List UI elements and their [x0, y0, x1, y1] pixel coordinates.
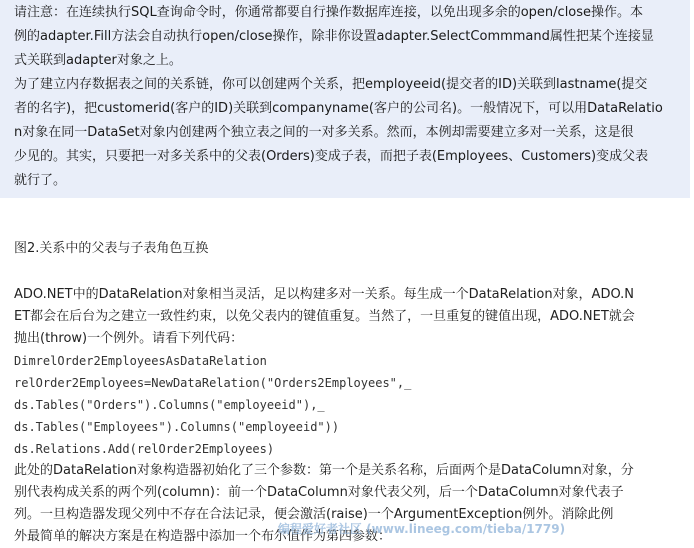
highlight-line: 例的adapter.Fill方法会自动执行open/close操作，除非你设置adapter.SelectCommmand属性把某个连接显: [14, 29, 654, 44]
site-watermark: 编程爱好者社区 (www.lineeg.com/tieba/1779): [278, 522, 566, 536]
paragraph-line: ET都会在后台为之建立一致性约束，以免父表内的键值重复。当然了，一旦重复的键值出现，ADO.NET就会: [14, 309, 635, 324]
paragraph-line: 列。一旦构造器发现父列中不存在合法记录，便会激活(raise)一个ArgumentException例外。消除此例: [14, 507, 614, 522]
highlight-line: 就行了。: [14, 173, 67, 188]
paragraph-line: 别代表构成关系的两个列(column)：前一个DataColumn对象代表父列，后一个DataColumn对象代表子: [14, 485, 624, 500]
code-line: ds.Tables("Orders").Columns("employeeid"),_: [14, 398, 325, 412]
paragraph-line: 此处的DataRelation对象构造器初始化了三个参数：第一个是关系名称，后面两个是DataColumn对象，分: [14, 463, 634, 478]
code-line: DimrelOrder2EmployeesAsDataRelation: [14, 354, 267, 368]
highlight-line: 式关联到adapter对象之上。: [14, 53, 182, 68]
code-line: ds.Relations.Add(relOrder2Employees): [14, 442, 275, 456]
code-line: ds.Tables("Employees").Columns("employeeid")): [14, 420, 340, 434]
highlight-line: n对象在同一DataSet对象内创建两个独立表之间的一对多关系。然而，本例却需要建立多对一关系，这是很: [14, 125, 634, 140]
code-line: relOrder2Employees=NewDataRelation("Orders2Employees",_: [14, 376, 412, 390]
highlighted-passage: [0, 0, 690, 198]
highlight-line: 请注意：在连续执行SQL查询命令时，你通常都要自行操作数据库连接，以免出现多余的open/close操作。本: [14, 5, 644, 20]
paragraph-line: 外最简单的解决方案是在构造器中添加一个布尔值作为第四参数：: [14, 529, 392, 544]
highlight-line: 者的名字)，把customerid(客户的ID)关联到companyname(客户的公司名)。一般情况下，可以用DataRelatio: [14, 101, 663, 116]
paragraph-line: 抛出(throw)一个例外。请看下列代码：: [14, 331, 244, 346]
figure-caption: 图2.关系中的父表与子表角色互换: [14, 241, 209, 256]
highlight-line: 为了建立内存数据表之间的关系链，你可以创建两个关系，把employeeid(提交者的ID)关联到lastname(提交: [14, 77, 648, 92]
paragraph-line: ADO.NET中的DataRelation对象相当灵活，足以构建多对一关系。每生成一个DataRelation对象，ADO.N: [14, 287, 635, 302]
highlight-line: 少见的。其实，只要把一对多关系中的父表(Orders)变成子表，而把子表(Employees、Customers)变成父表: [14, 149, 649, 164]
